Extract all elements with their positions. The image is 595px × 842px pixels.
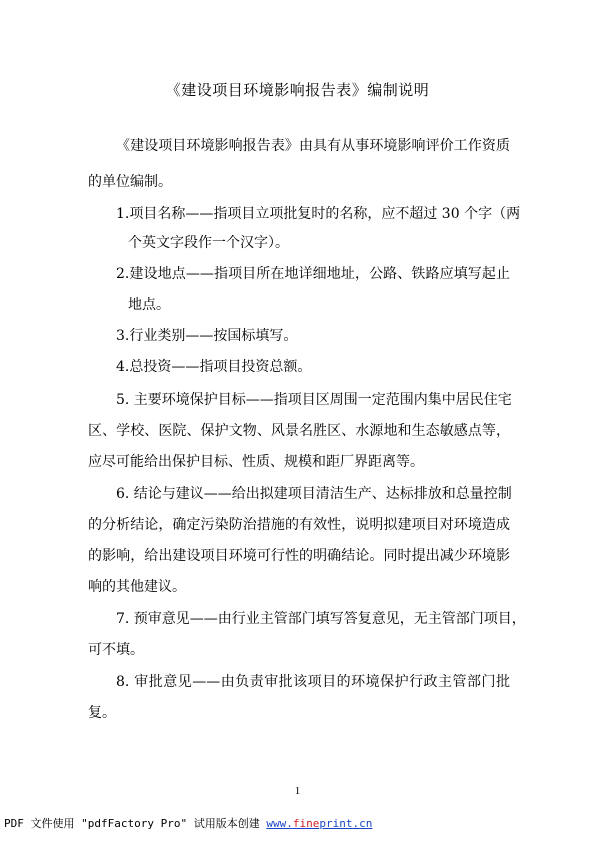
footer-link-middle: print — [319, 817, 353, 830]
footer-text: PDF 文件使用 "pdfFactory Pro" 试用版本创建 — [4, 817, 267, 830]
item-7-line-1: 7. 预审意见——由行业主管部门填写答复意见，无主管部门项目， — [116, 611, 526, 627]
item-2-line-2: 地点。 — [128, 297, 170, 313]
item-1-line-1: 1.项目名称——指项目立项批复时的名称，应不超过 30 个字（两 — [116, 206, 521, 222]
item-5-line-1: 5. 主要环境保护目标——指项目区周围一定范围内集中居民住宅 — [116, 392, 512, 408]
document-title: 《建设项目环境影响报告表》编制说明 — [165, 81, 430, 99]
page-number: 1 — [294, 785, 301, 797]
item-8-line-2: 复。 — [88, 705, 116, 721]
pdf-footer — [4, 817, 372, 831]
item-6-line-4: 响的其他建议。 — [88, 579, 186, 595]
item-5-line-2: 区、学校、医院、保护文物、风景名胜区、水源地和生态敏感点等， — [88, 423, 510, 439]
item-5-line-3: 应尽可能给出保护目标、性质、规模和距厂界距离等。 — [88, 454, 424, 470]
item-6-line-1: 6. 结论与建议——给出拟建项目清洁生产、达标排放和总量控制 — [116, 486, 512, 502]
item-1-line-2: 个英文字段作一个汉字）。 — [128, 235, 289, 251]
item-2-line-1: 2.建设地点——指项目所在地详细地址，公路、铁路应填写起止 — [116, 266, 510, 282]
item-3-line-1: 3.行业类别——按国标填写。 — [116, 328, 298, 344]
footer-link-highlight: fine — [292, 817, 320, 830]
item-6-line-2: 的分析结论，确定污染防治措施的有效性，说明拟建项目对环境造成 — [88, 517, 510, 533]
item-7-line-2: 可不填。 — [88, 642, 144, 658]
footer-link[interactable] — [266, 817, 372, 830]
intro-line-2: 的单位编制。 — [88, 174, 172, 190]
item-4-line-1: 4.总投资——指项目投资总额。 — [116, 359, 312, 375]
item-8-line-1: 8. 审批意见——由负责审批该项目的环境保护行政主管部门批 — [116, 674, 510, 690]
item-6-line-3: 的影响，给出建设项目环境可行性的明确结论。同时提出减少环境影 — [88, 548, 510, 564]
footer-link-prefix: www. — [266, 817, 293, 830]
intro-line-1: 《建设项目环境影响报告表》由具有从事环境影响评价工作资质 — [116, 138, 510, 154]
footer-link-suffix: .cn — [352, 817, 373, 830]
